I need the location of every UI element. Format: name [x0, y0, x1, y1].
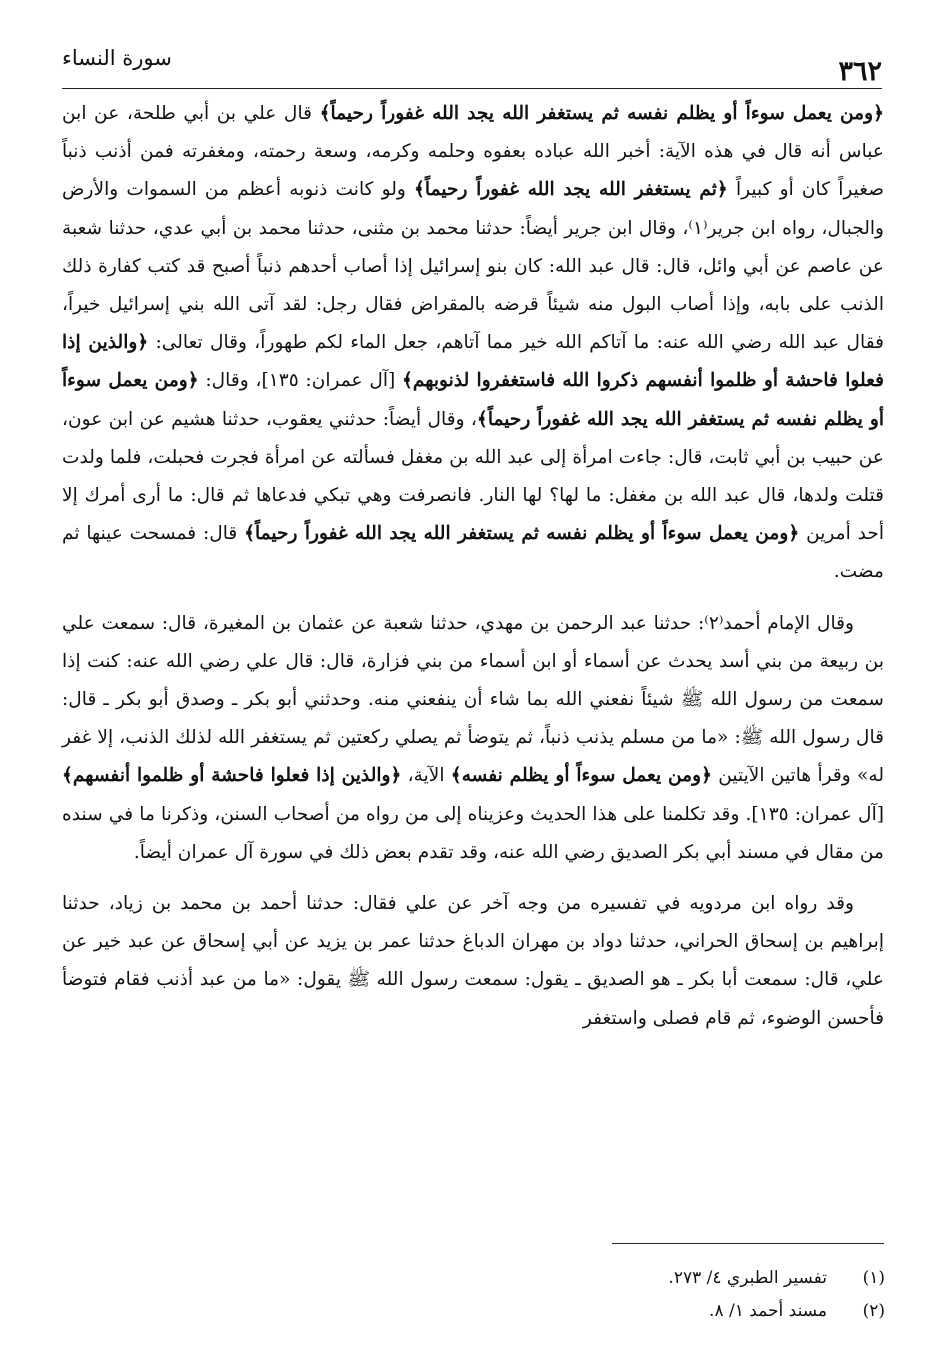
text-run: وقد رواه ابن مردويه في تفسيره من وجه آخر عن علي فقال: حدثنا أحمد بن محمد بن زياد، حدثنا إبراهيم بن إسحاق الحراني، حدثنا دواد بن مهران الدباغ حدثنا عمر بن يزيد عن أبي إسحاق عن عبد خير عن علي، قال: سمعت أبا بكر ـ هو الصديق ـ يقول: سمعت رسول الله ﷺ يقول: «ما من عبد أذنب فقام فتوضأ فأحسن الوضوء، ثم قام فصلى واستغفر	[62, 893, 884, 1029]
paragraph-2	[62, 605, 884, 872]
paragraph-3	[62, 885, 884, 1038]
text-run: قال علي بن أبي طلحة، عن ابن عباس أنه قال في هذه الآية: أخبر الله عباده بعفوه وحلمه وكرمه، وسعة رحمته، ومغفرته فمن أذنب ذنباً صغيراً كان أو كبيراً	[62, 103, 884, 201]
text-run: [آل عمران: ١٣٥]. وقد تكلمنا على هذا الحديث وعزيناه إلى من رواه من أصحاب السنن، وذكرنا ما في سنده من مقال في مسند أبي بكر الصديق رضي الله عنه، وقد تقدم بعض ذلك في سورة آل عمران أيضاً.	[62, 803, 884, 863]
quran-quote: ﴿ثم يستغفر الله يجد الله غفوراً رحيماً﴾	[414, 179, 728, 201]
text-run: ، وقال أيضاً: حدثني يعقوب، حدثنا هشيم عن ابن عون، عن حبيب بن أبي ثابت، قال: جاءت امرأة إلى عبد الله بن مغفل فسألته عن امرأة فجرت فحبلت، فلما ولدت قتلت ولدها، قال عبد الله بن مغفل: ما لها؟ لها النار. فانصرفت وهي تبكي فدعاها ثم قال: ما أرى أمرك إلا أحد أمرين	[62, 408, 884, 545]
text-run: ولو كانت ذنوبه أعظم من السموات والأرض والجبال، رواه ابن جرير⁽١⁾، وقال ابن جرير أيضاً: حدثنا محمد بن مثنى، حدثنا محمد بن أبي عدي، حدثنا شعبة عن عاصم عن أبي وائل، قال: قال عبد الله: كان بنو إسرائيل إذا أصاب أحدهم ذنباً أصبح قد كتب كفارة ذلك الذنب على بابه، وإذا أصاب البول منه شيئاً قرضه بالمقراض فقال رجل: لقد آتى الله بني إسرائيل خيراً، فقال عبد الله رضي الله عنه: ما آتاكم الله خير مما آتاهم، جعل الماء لكم طهوراً، وقال تعالى:	[62, 179, 885, 354]
quran-quote: ﴿ومن يعمل سوءاً أو يظلم نفسه ثم يستغفر الله يجد الله غفوراً رحيماً﴾	[319, 103, 884, 124]
page-header	[62, 42, 882, 92]
footnotes	[385, 1262, 885, 1328]
text-run: الآية،	[401, 765, 451, 787]
quran-quote: ﴿والذين إذا فعلوا فاحشة أو ظلموا أنفسهم﴾	[62, 765, 402, 787]
footnote	[385, 1262, 885, 1295]
main-text	[62, 95, 884, 1038]
text-run: [آل عمران: ١٣٥]، وقال:	[198, 370, 403, 392]
quran-quote: ﴿والذين إذا فعلوا فاحشة أو ظلموا أنفسهم ذكروا الله فاستغفروا لذنوبهم﴾	[62, 332, 884, 392]
quran-quote: ﴿ومن يعمل سوءاً أو يظلم نفسه ثم يستغفر الله يجد الله غفوراً رحيماً﴾	[244, 523, 800, 545]
text-run: وقال الإمام أحمد⁽٢⁾: حدثنا عبد الرحمن بن مهدي، حدثنا شعبة عن عثمان بن المغيرة، قال: سمعت علي بن ربيعة من بني أسد يحدث عن أسماء أو ابن أسماء من بني فزارة، قال: قال علي رضي الله عنه: كنت إذا سمعت من رسول الله ﷺ شيئاً نفعني الله بما شاء أن ينفعني منه. وحدثني أبو بكر ـ وصدق أبو بكر ـ قال: قال رسول الله ﷺ: «ما من مسلم يذنب ذنباً، ثم يتوضأ ثم يصلي ركعتين ثم يستغفر الله لذلك الذنب، إلا غفر له» وقرأ هاتين الآيتين	[62, 612, 884, 787]
footnote	[385, 1295, 885, 1328]
surah-title: سورة النساء	[62, 46, 172, 70]
page-number: ٣٦٢	[838, 56, 882, 87]
footnote-text: مسند أحمد ١/ ٨.	[709, 1301, 827, 1321]
paragraph-1	[62, 95, 884, 592]
quran-quote: ﴿ومن يعمل سوءاً أو يظلم نفسه ثم يستغفر الله يجد الله غفوراً رحيماً﴾	[62, 370, 884, 430]
footnote-divider	[612, 1243, 884, 1244]
footnote-text: تفسير الطبري ٤/ ٢٧٣.	[668, 1268, 827, 1288]
header-divider	[62, 88, 882, 89]
footnote-number: (٢)	[862, 1301, 885, 1321]
footnote-number: (١)	[862, 1268, 885, 1288]
quran-quote: ﴿ومن يعمل سوءاً أو يظلم نفسه﴾	[450, 765, 712, 787]
text-run: قال: فمسحت عينها ثم مضت.	[62, 523, 884, 583]
